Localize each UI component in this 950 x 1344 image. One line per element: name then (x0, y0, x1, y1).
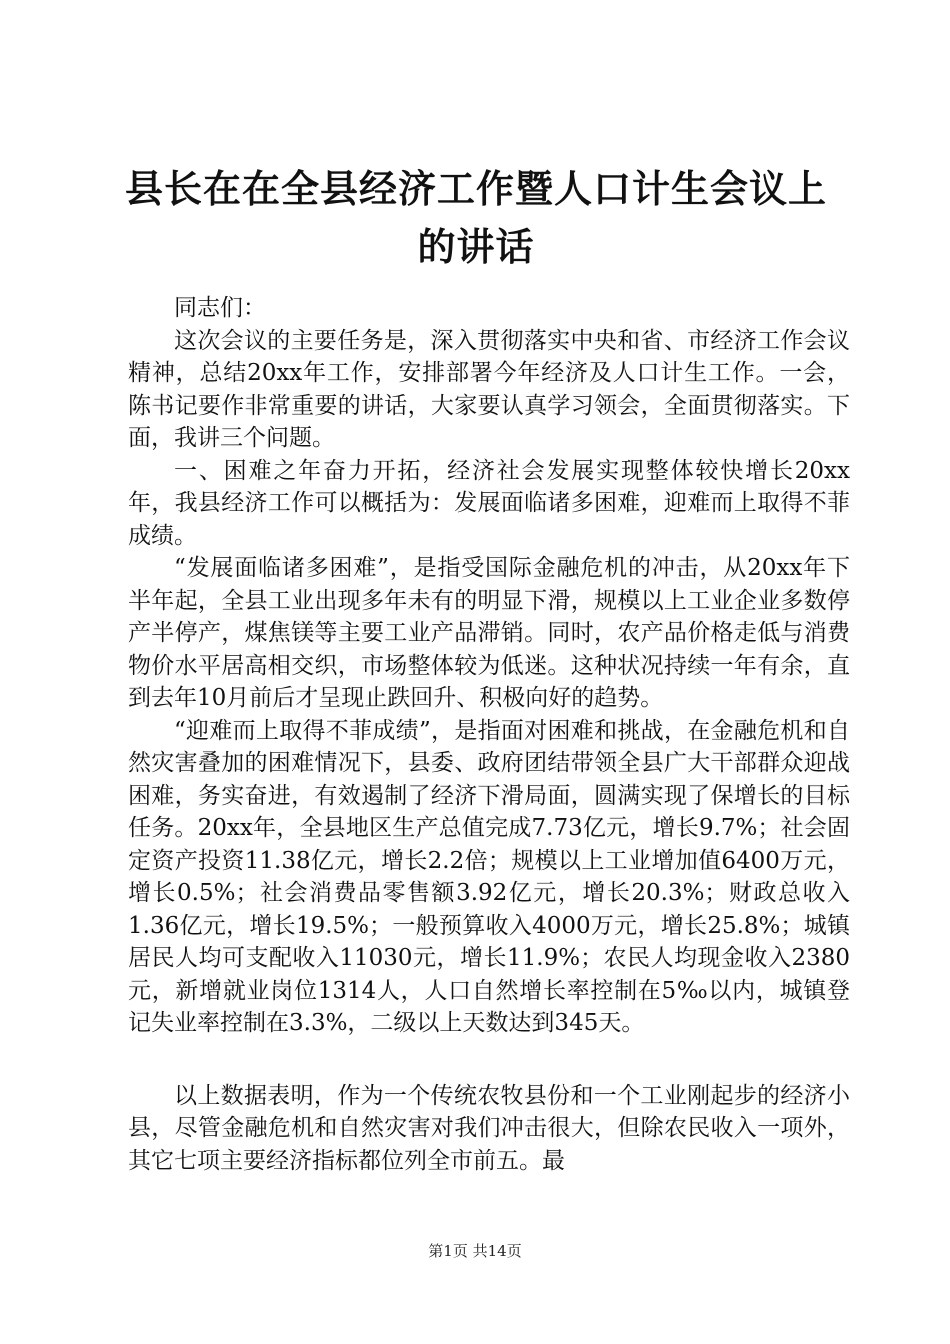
paragraph: 这次会议的主要任务是，深入贯彻落实中央和省、市经济工作会议精神，总结20xx年工作，安排部署今年经济及人口计生工作。一会，陈书记要作非常重要的讲话，大家要认真学习领会，全面贯彻落实。下面，我讲三个问题。 (128, 327, 850, 451)
page-indicator: 第1页 共14页 (428, 1242, 522, 1260)
salutation: 同志们： (174, 295, 266, 321)
document-body (128, 292, 850, 1177)
document-title: 县长在在全县经济工作暨人口计生会议上的讲话 (124, 167, 827, 269)
paragraph: “发展面临诸多困难”，是指受国际金融危机的冲击，从20xx年下半年起，全县工业出现多年未有的明显下滑，规模以上工业企业多数停产半停产，煤焦镁等主要工业产品滞销。同时，农产品价格走低与消费物价水平居高相交织，市场整体较为低迷。这种状况持续一年有余，直到去年10月前后才呈现止跌回升、积极向好的趋势。 (128, 555, 850, 711)
paragraph: 一、困难之年奋力开拓，经济社会发展实现整体较快增长20xx年，我县经济工作可以概括为：发展面临诸多困难，迎难而上取得不菲成绩。 (128, 457, 850, 549)
paragraph: “迎难而上取得不菲成绩”，是指面对困难和挑战，在金融危机和自然灾害叠加的困难情况下，县委、政府团结带领全县广大干部群众迎战困难，务实奋进，有效遏制了经济下滑局面，圆满实现了保增长的目标任务。20xx年，全县地区生产总值完成7.73亿元，增长9.7%；社会固定资产投资11.38亿元，增长2.2倍；规模以上工业增加值6400万元，增长0.5%；社会消费品零售额3.92亿元，增长20.3%；财政总收入1.36亿元，增长19.5%；一般预算收入4000万元，增长25.8%；城镇居民人均可支配收入11030元，增长11.9%；农民人均现金收入2380元，新增就业岗位1314人，人口自然增长率控制在5‰以内，城镇登记失业率控制在3.3%，二级以上天数达到345天。 (128, 717, 850, 1036)
paragraph-gap (128, 1040, 850, 1080)
paragraph: 以上数据表明，作为一个传统农牧县份和一个工业刚起步的经济小县，尽管金融危机和自然灾害对我们冲击很大，但除农民收入一项外，其它七项主要经济指标都位列全市前五。最 (128, 1082, 850, 1174)
